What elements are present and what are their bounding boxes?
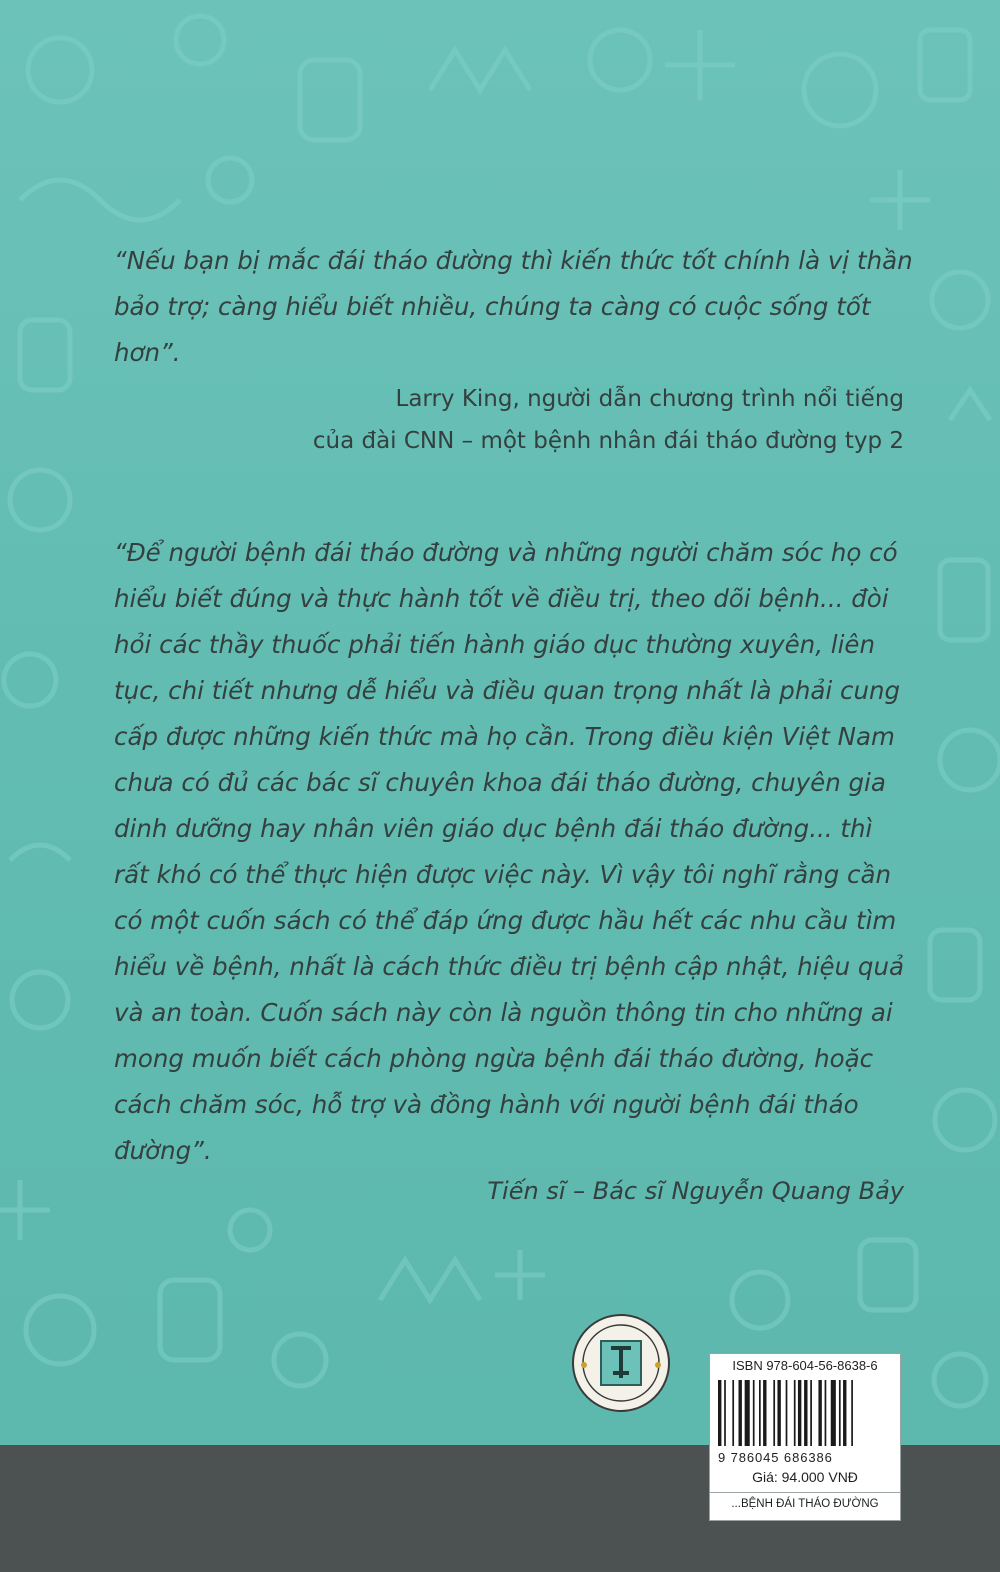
book-title-tag: ...BỆNH ĐÁI THÁO ĐƯỜNG [731, 1498, 879, 1510]
quote-doctor: “Để người bệnh đái tháo đường và những người chăm sóc họ có hiểu biết đúng và thực hành tốt về điều trị, theo dõi bệnh... đòi hỏi các thầy thuốc phải tiến hành giáo dục thường xuyên, liên tục, chi tiết nhưng dễ hiểu và điều quan trọng nhất là phải cung cấp được những kiến thức mà họ cần. Trong điều kiện Việt Nam chưa có đủ các bác sĩ chuyên khoa đái tháo đường, chuyên gia dinh dưỡng hay nhân viên giáo dục bệnh đái tháo đường... thì rất khó có thể thực hiện được việc này. Vì vậy tôi nghĩ rằng cần có một cuốn sách có thể đáp ứng được hầu hết các nhu cầu tìm hiểu về bệnh, nhất là cách thức điều trị bệnh cập nhật, hiệu quả và an toàn. Cuốn sách này còn là nguồn thông tin cho những ai mong muốn biết cách phòng ngừa bệnh đái tháo đường, hoặc cách chăm sóc, hỗ trợ và đồng hành với người bệnh đái tháo đường”. [114, 538, 904, 1165]
divider [710, 1492, 900, 1493]
quote-doctor-attribution: Tiến sĩ – Bác sĩ Nguyễn Quang Bảy [487, 1177, 904, 1205]
attribution-line-1: Larry King, người dẫn chương trình nổi tiếng [395, 386, 904, 412]
isbn-text: ISBN 978-604-56-8638-6 [732, 1358, 878, 1373]
barcode-label [709, 1353, 901, 1521]
barcode-digits: 9 786045 686386 [718, 1450, 833, 1465]
quote-larry-king-attribution [313, 378, 904, 462]
quote-larry-king: “Nếu bạn bị mắc đái tháo đường thì kiến thức tốt chính là vị thần bảo trợ; càng hiểu biết nhiều, chúng ta càng có cuộc sống tốt hơn”. [114, 246, 913, 367]
barcode-icon [718, 1380, 892, 1446]
price-text: Giá: 94.000 VNĐ [752, 1469, 858, 1485]
attribution-line-2: của đài CNN – một bệnh nhân đái tháo đường typ 2 [312, 428, 904, 454]
publisher-seal-icon [571, 1313, 671, 1413]
